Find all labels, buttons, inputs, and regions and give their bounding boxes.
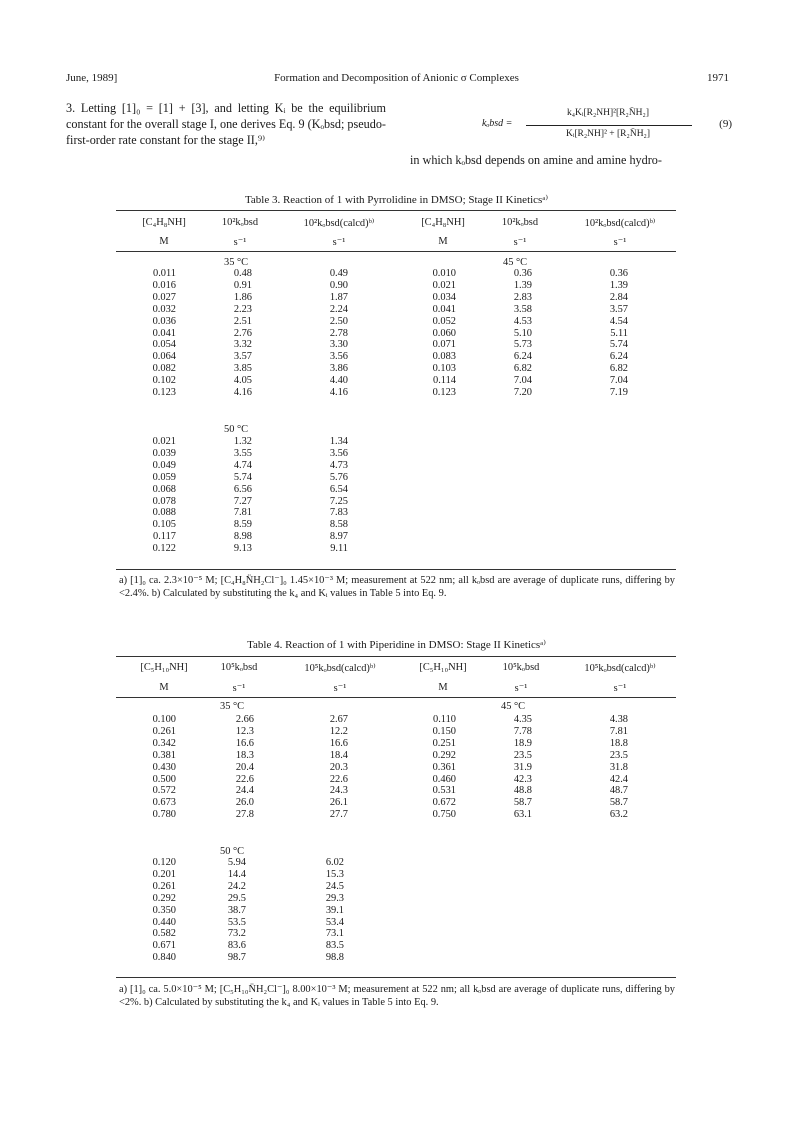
table3-35c-concentration: 0.011 0.016 0.027 0.032 0.036 0.041 0.054 0.064 0.082 0.102 0.123	[152, 268, 176, 399]
table3-header-kobs-1: 10²kₒbsd	[221, 217, 259, 228]
table4-temp-35: 35 °C	[220, 701, 245, 712]
table3-unit-3: s⁻¹	[332, 237, 346, 248]
table3-unit-5: s⁻¹	[513, 237, 527, 248]
equation-number: (9)	[719, 118, 732, 130]
table4-header-kcalc-1: 10⁵kₒbsd(calcd)ᵇ⁾	[304, 663, 376, 674]
table3-caption: Table 3. Reaction of 1 with Pyrrolidine in DMSO; Stage II Kineticsᵃ⁾	[244, 194, 549, 206]
running-header-date: June, 1989]	[66, 72, 118, 84]
table3-45c-kcalcd: 0.36 1.39 2.84 3.57 4.54 5.11 5.74 6.24 6.82 7.04 7.19	[609, 268, 628, 399]
table4-header-conc-1: [C₅H₁₀NH]	[140, 662, 188, 673]
table3-unit-2: s⁻¹	[233, 237, 247, 248]
table3-header-conc-2: [C₄H₈NH]	[421, 217, 465, 228]
table4-temp-50: 50 °C	[220, 846, 245, 857]
running-header-title: Formation and Decomposition of Anionic σ Complexes	[274, 72, 519, 84]
table3-bottom-rule	[116, 569, 676, 570]
table3-footnote: a) [1]₀ ca. 2.3×10⁻⁵ M; [C₄H₈N̈H₂Cl⁻]₀ 1.45×10⁻³ M; measurement at 522 nm; all kₒbsd are average of duplicate runs, differing by <2.4%. b) Calculated by substituting the k₄ and Kᵢ values in Table 5 into Eq. 9.	[119, 575, 675, 599]
table4-45c-kcalcd: 4.38 7.81 18.8 23.5 31.8 42.4 48.7 58.7 63.2	[609, 714, 628, 821]
table3-unit-1: M	[159, 236, 169, 247]
table4-45c-kobsd: 4.35 7.78 18.9 23.5 31.9 42.3 48.8 58.7 63.1	[513, 714, 532, 821]
table4-header-conc-2: [C₅H₁₀NH]	[419, 662, 467, 673]
table3-top-rule	[116, 210, 676, 211]
table3-35c-kobsd: 0.48 0.91 1.86 2.23 2.51 2.76 3.32 3.57 3.85 4.05 4.16	[233, 268, 252, 399]
table4-caption: Table 4. Reaction of 1 with Piperidine in DMSO: Stage II Kineticsᵃ⁾	[247, 639, 546, 651]
table3-header-rule	[116, 251, 676, 252]
table3-45c-concentration: 0.010 0.021 0.034 0.041 0.052 0.060 0.071 0.083 0.103 0.114 0.123	[432, 268, 456, 399]
table4-header-kobs-1: 10⁵kₒbsd	[220, 662, 258, 673]
continuation-text: in which kₒbsd depends on amine and amine hydro-	[410, 153, 662, 167]
table4-header-rule	[116, 697, 676, 698]
table4-50c-kobsd: 5.94 14.4 24.2 29.5 38.7 53.5 73.2 83.6 98.7	[227, 857, 246, 964]
table3-50c-kcalcd: 1.34 3.56 4.73 5.76 6.54 7.25 7.83 8.58 8.97 9.11	[329, 436, 348, 555]
table3-50c-concentration: 0.021 0.039 0.049 0.059 0.068 0.078 0.088 0.105 0.117 0.122	[152, 436, 176, 555]
table4-footnote: a) [1]₀ ca. 5.0×10⁻⁵ M; [C₅H₁₀N̈H₂Cl⁻]₀ 8.00×10⁻³ M; measurement at 522 nm; all kₒbsd are average of duplicate runs, differing by <2%. b) Calculated by substituting the k₄ and Kᵢ values in Table 5 into Eq. 9.	[119, 984, 675, 1008]
table4-top-rule	[116, 656, 676, 657]
table4-header-kobs-2: 10⁵kₒbsd	[502, 662, 540, 673]
table3-temp-50: 50 °C	[224, 424, 249, 435]
table3-temp-35: 35 °C	[224, 257, 249, 268]
table4-temp-45: 45 °C	[501, 701, 526, 712]
table3-45c-kobsd: 0.36 1.39 2.83 3.58 4.53 5.10 5.73 6.24 6.82 7.04 7.20	[513, 268, 532, 399]
equation-numerator: k₄Kᵢ[R₂NH]²[R₂N̈H₂]	[566, 108, 650, 118]
table4-unit-1: M	[159, 682, 169, 693]
table3-header-kcalc-1: 10²kₒbsd(calcd)ᵇ⁾	[303, 218, 375, 229]
table4-unit-3: s⁻¹	[333, 683, 347, 694]
table3-temp-45: 45 °C	[503, 257, 528, 268]
table4-35c-concentration: 0.100 0.261 0.342 0.381 0.430 0.500 0.572 0.673 0.780	[152, 714, 176, 821]
table4-35c-kobsd: 2.66 12.3 16.6 18.3 20.4 22.6 24.4 26.0 27.8	[235, 714, 254, 821]
intro-paragraph	[66, 100, 386, 148]
fraction-bar	[526, 125, 692, 126]
table4-50c-kcalcd: 6.02 15.3 24.5 29.3 39.1 53.4 73.1 83.5 98.8	[325, 857, 344, 964]
table3-header-kobs-2: 10²kₒbsd	[501, 217, 539, 228]
intro-text: 3. Letting [1]₀ = [1] + [3], and letting Kᵢ be the equilibrium constant for the overall stage I, one derives Eq. 9 (Kₒbsd; pseudo-first-order rate constant for the stage II,⁹⁾	[66, 101, 386, 147]
table4-45c-concentration: 0.110 0.150 0.251 0.292 0.361 0.460 0.531 0.672 0.750	[432, 714, 456, 821]
table3-50c-kobsd: 1.32 3.55 4.74 5.74 6.56 7.27 7.81 8.59 8.98 9.13	[233, 436, 252, 555]
table3-header-kcalc-2: 10²kₒbsd(calcd)ᵇ⁾	[584, 218, 656, 229]
table4-unit-4: M	[438, 682, 448, 693]
table4-header-kcalc-2: 10⁵kₒbsd(calcd)ᵇ⁾	[584, 663, 656, 674]
table4-50c-concentration: 0.120 0.201 0.261 0.292 0.350 0.440 0.582 0.671 0.840	[152, 857, 176, 964]
table3-unit-6: s⁻¹	[613, 237, 627, 248]
table4-bottom-rule	[116, 977, 676, 978]
page-number: 1971	[707, 72, 729, 84]
table4-unit-2: s⁻¹	[232, 683, 246, 694]
equation-denominator: Kᵢ[R₂NH]² + [R₂N̈H₂]	[565, 129, 651, 139]
table4-unit-5: s⁻¹	[514, 683, 528, 694]
table3-unit-4: M	[438, 236, 448, 247]
table3-35c-kcalcd: 0.49 0.90 1.87 2.24 2.50 2.78 3.30 3.56 3.86 4.40 4.16	[329, 268, 348, 399]
table4-35c-kcalcd: 2.67 12.2 16.6 18.4 20.3 22.6 24.3 26.1 27.7	[329, 714, 348, 821]
table3-header-conc-1: [C₄H₈NH]	[142, 217, 186, 228]
equation-lhs: kₒbsd =	[482, 118, 513, 129]
equation-9	[482, 104, 732, 150]
table4-unit-6: s⁻¹	[613, 683, 627, 694]
